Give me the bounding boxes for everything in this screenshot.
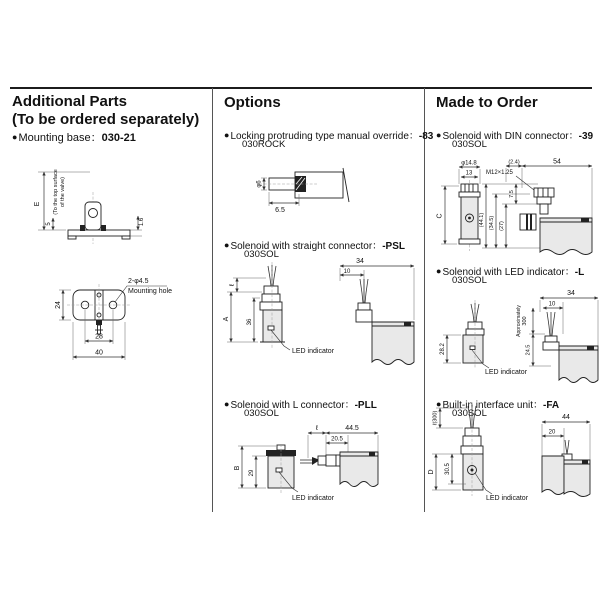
item-code: -L	[574, 267, 585, 278]
dim-label: 1.6	[139, 217, 145, 227]
connector-outline	[300, 455, 336, 466]
dim-label: 44.5	[345, 425, 359, 432]
dim-label: Approximately	[516, 305, 522, 337]
led-label: LED indicator	[292, 348, 335, 355]
solenoid-outline	[459, 184, 480, 244]
led-side-view	[515, 288, 600, 388]
dim-label: φ14.8	[461, 160, 477, 167]
item-code: -39	[578, 131, 594, 142]
item-label: Solenoid with LED indicator：	[442, 267, 575, 278]
solenoid-outline	[461, 402, 483, 496]
hole-label: Mounting hole	[128, 288, 172, 295]
dim-label: D	[428, 469, 435, 475]
dim-label: 20.5	[331, 436, 343, 443]
dim-label: 10	[343, 269, 351, 275]
dim-label: 34	[567, 290, 575, 297]
thread-label: M12×1.25	[486, 170, 513, 176]
dim-label: 54	[553, 158, 561, 166]
item-label: Built-in interface unit：	[442, 400, 544, 411]
bullet-icon: ●	[12, 132, 18, 142]
led-label: LED indicator	[292, 495, 335, 502]
title-text: Options	[224, 94, 281, 111]
item-code: -PSL	[382, 241, 405, 252]
model-label: 030ROCK	[242, 139, 286, 150]
dim-label: 44	[562, 414, 570, 421]
dim-label: ℓ(300)	[432, 410, 439, 426]
dim-label: 28	[95, 333, 103, 341]
psl-side-view	[336, 255, 418, 373]
title-line2: (To be ordered separately)	[12, 111, 200, 129]
dim-label: (44.1)	[479, 212, 485, 228]
solenoid-outline	[260, 262, 285, 348]
bullet-icon: ●	[224, 399, 230, 409]
top-rule	[10, 87, 592, 89]
fa-side-view	[538, 408, 596, 508]
solenoid-outline	[543, 312, 559, 350]
mounting-base-item	[12, 129, 136, 145]
bullet-icon: ●	[436, 266, 442, 276]
item-label: Locking protruding type manual override：	[230, 131, 419, 142]
valve-body	[540, 218, 592, 255]
valve-body	[340, 452, 378, 487]
valve-body	[559, 346, 598, 383]
override-outline	[256, 168, 349, 202]
note-label: of the valve)	[60, 177, 66, 207]
fa-front-view	[428, 402, 538, 508]
led-label: LED indicator	[485, 369, 528, 376]
mounting-base-outline	[67, 284, 131, 340]
psl-front-view	[223, 262, 342, 360]
dim-label: 30.5	[445, 463, 451, 475]
solenoid-outline	[356, 279, 372, 322]
dim-label: 24.5	[525, 344, 532, 356]
dim-label: ℓ	[315, 425, 319, 432]
dim-label: (34.5)	[489, 215, 495, 231]
dim-label: 40	[95, 349, 103, 357]
title-text: Made to Order	[436, 94, 538, 111]
item-code: -83	[418, 131, 434, 142]
dim-label: 24	[55, 301, 62, 309]
led-label: LED indicator	[486, 495, 529, 502]
dim-label: 28.2	[440, 343, 446, 355]
item-code: 030-21	[101, 132, 136, 144]
model-label: 030SOL	[452, 408, 487, 419]
item-code: -FA	[543, 400, 560, 411]
model-label: 030SOL	[452, 139, 487, 150]
valve-body	[372, 322, 414, 365]
bullet-icon: ●	[224, 240, 230, 250]
solenoid-outline	[463, 300, 484, 368]
dim-label: E	[34, 201, 41, 207]
note-label: (To the top surface	[53, 169, 59, 215]
dim-label: A	[223, 316, 230, 322]
dim-label: (2.4)	[508, 159, 520, 166]
dim-label: (27)	[499, 221, 505, 231]
dim-label: 29	[249, 469, 255, 477]
bracket-outline	[68, 202, 130, 239]
column-divider-2	[424, 88, 425, 512]
bullet-icon: ●	[436, 399, 442, 409]
dim-label: 36	[247, 318, 253, 326]
dim-label: 34	[356, 258, 364, 265]
model-label: 030SOL	[244, 249, 279, 260]
model-label: 030SOL	[244, 408, 279, 419]
dim-label: 20	[548, 429, 556, 436]
bullet-icon: ●	[224, 130, 230, 140]
dim-label: φ6	[256, 180, 263, 188]
dim-label: 13	[465, 170, 473, 177]
valve-body	[564, 460, 590, 497]
mounting-base-top-view	[55, 270, 175, 382]
dim-label: 300	[522, 316, 528, 326]
solenoid-outline	[266, 444, 296, 494]
dim-label: 5	[46, 222, 52, 226]
item-label: Mounting base：	[18, 132, 102, 144]
dimension-lines	[340, 266, 414, 320]
column-divider-1	[212, 88, 213, 512]
additional-parts-title	[12, 93, 199, 130]
option-83-drawing	[255, 162, 375, 220]
made-to-order-title	[436, 94, 538, 112]
dim-label: C	[436, 213, 444, 219]
interface-unit-body	[542, 456, 564, 495]
options-title	[224, 94, 281, 112]
dim-label: ℓ	[229, 283, 236, 287]
dim-label: B	[234, 465, 241, 471]
dim-label: 7.5	[509, 190, 515, 198]
item-code: -PLL	[354, 400, 377, 411]
dim-label: 10	[548, 301, 556, 308]
title-line1: Additional Parts	[12, 93, 128, 110]
pll-side-view	[296, 420, 391, 510]
model-label: 030SOL	[452, 275, 487, 286]
item-label: Solenoid with DIN connector：	[442, 131, 579, 142]
bullet-icon: ●	[436, 130, 442, 140]
item-label: Solenoid with straight connector：	[230, 241, 383, 252]
dim-label: 6.5	[275, 207, 285, 214]
din-side-view	[479, 158, 596, 260]
item-label: Solenoid with L connector：	[230, 400, 355, 411]
mounting-base-side-view	[30, 160, 154, 252]
hole-label: 2-φ4.5	[128, 278, 149, 285]
